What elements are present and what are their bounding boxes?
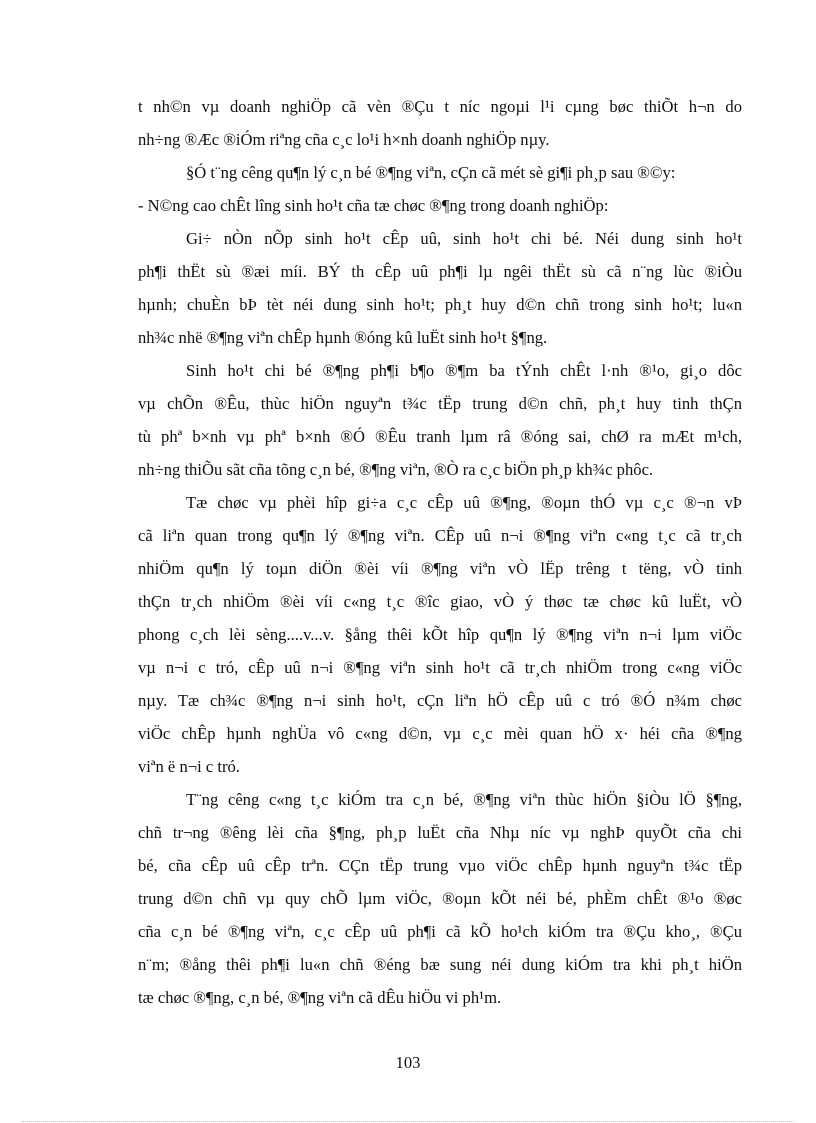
paragraph-line: T¨ng cêng c«ng t¸c kiÓm tra c¸n bé, ®¶ng viªn thùc hiÖn §iÒu lÖ §¶ng, xyxy=(186,790,742,809)
paragraph-line: hµnh; chuÈn bÞ tèt néi dung sinh ho¹t; ph¸t huy d©n chñ trong sinh ho¹t; lu«n xyxy=(138,295,742,314)
page-number: 103 xyxy=(395,1053,421,1072)
paragraph-line: tæ chøc ®¶ng, c¸n bé, ®¶ng viªn cã dÊu hiÖu vi ph¹m. xyxy=(138,988,502,1007)
body-text xyxy=(138,90,742,1014)
paragraph-line: cña c¸n bé ®¶ng viªn, c¸c cÊp uû ph¶i cã kÕ ho¹ch kiÓm tra ®Çu kho¸, ®Çu xyxy=(138,922,742,941)
paragraph-line: viªn ë n¬i c tró. xyxy=(138,757,240,776)
paragraph-line: Sinh ho¹t chi bé ®¶ng ph¶i b¶o ®¶m ba tÝnh chÊt l·nh ®¹o, gi¸o dôc xyxy=(186,361,742,380)
paragraph-line: trung d©n chñ vµ quy chÕ lµm viÖc, ®oµn kÕt néi bé, phÈm chÊt ®¹o ®øc xyxy=(138,889,742,908)
paragraph-line: nh÷ng thiÕu sãt cña tõng c¸n bé, ®¶ng viªn, ®Ò ra c¸c biÖn ph¸p kh¾c phôc. xyxy=(138,460,654,479)
paragraph-line: phong c¸ch lèi sèng....v...v. §ång thêi kÕt hîp qu¶n lý ®¶ng viªn n¬i lµm viÖc xyxy=(138,625,742,644)
paragraph-line: nh¾c nhë ®¶ng viªn chÊp hµnh ®óng kû luËt sinh ho¹t §¶ng. xyxy=(138,328,548,347)
paragraph-line: ph¶i thËt sù ®æi míi. BÝ th cÊp uû ph¶i lµ ngêi thËt sù cã n¨ng lùc ®iÒu xyxy=(138,262,742,281)
paragraph-line: nh÷ng ®Æc ®iÓm riªng cña c¸c lo¹i h×nh doanh nghiÖp nµy. xyxy=(138,130,550,149)
paragraph-line: nhiÖm qu¶n lý toµn diÖn ®èi víi ®¶ng viªn vÒ lËp trêng t tëng, vÒ tinh xyxy=(138,559,742,578)
paragraph-line: chñ tr¬ng ®êng lèi cña §¶ng, ph¸p luËt cña Nhµ níc vµ nghÞ quyÕt cña chi xyxy=(138,823,742,842)
paragraph-line: Gi÷ nÒn nÕp sinh ho¹t cÊp uû, sinh ho¹t chi bé. Néi dung sinh ho¹t xyxy=(186,229,742,248)
paragraph-line: - N©ng cao chÊt lîng sinh ho¹t cña tæ chøc ®¶ng trong doanh nghiÖp: xyxy=(138,196,609,215)
paragraph-line: cã liªn quan trong qu¶n lý ®¶ng viªn. CÊp uû n¬i ®¶ng viªn c«ng t¸c cã tr¸ch xyxy=(138,526,742,545)
paragraph-line: tù phª b×nh vµ phª b×nh ®Ó ®Êu tranh lµm râ ®óng sai, chØ ra mÆt m¹ch, xyxy=(138,427,742,446)
page-bottom-divider xyxy=(22,1121,794,1122)
paragraph-line: nµy. Tæ ch¾c ®¶ng n¬i sinh ho¹t, cÇn liªn hÖ cÊp uû c tró ®Ó n¾m chøc xyxy=(138,691,742,710)
paragraph-line: viÖc chÊp hµnh nghÜa vô c«ng d©n, vµ c¸c mèi quan hÖ x· héi cña ®¶ng xyxy=(138,724,742,743)
paragraph-line: n¨m; ®ång thêi ph¶i lu«n chñ ®éng bæ sung néi dung kiÓm tra khi ph¸t hiÖn xyxy=(138,955,742,974)
paragraph-line: Tæ chøc vµ phèi hîp gi÷a c¸c cÊp uû ®¶ng, ®oµn thÓ vµ c¸c ®¬n vÞ xyxy=(186,493,742,512)
paragraph-line: §Ó t¨ng cêng qu¶n lý c¸n bé ®¶ng viªn, cÇn cã mét sè gi¶i ph¸p sau ®©y: xyxy=(186,163,676,182)
paragraph-line: vµ chÕn ®Êu, thùc hiÖn nguyªn t¾c tËp trung d©n chñ, ph¸t huy tinh thÇn xyxy=(138,394,742,413)
paragraph-line: vµ n¬i c tró, cÊp uû n¬i ®¶ng viªn sinh ho¹t cã tr¸ch nhiÖm trong c«ng viÖc xyxy=(138,658,742,677)
paragraph-line: thÇn tr¸ch nhiÖm ®èi víi c«ng t¸c ®îc giao, vÒ ý thøc tæ chøc kû luËt, vÒ xyxy=(138,592,742,611)
paragraph-line: t nh©n vµ doanh nghiÖp cã vèn ®Çu t níc ngoµi l¹i cµng bøc thiÕt h¬n do xyxy=(138,97,742,116)
paragraph-line: bé, cña cÊp uû cÊp trªn. CÇn tËp trung vµo viÖc chÊp hµnh nguyªn t¾c tËp xyxy=(138,856,742,875)
